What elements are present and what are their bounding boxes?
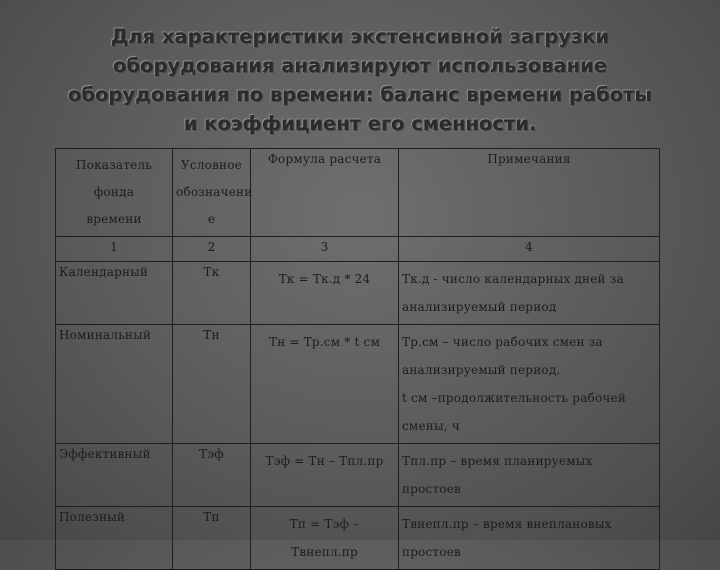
- table-row: [56, 507, 660, 570]
- header-text: обозначени: [176, 185, 253, 199]
- header-text: Условное: [181, 158, 242, 172]
- table-container: [55, 148, 659, 559]
- header-notes: Примечания: [399, 149, 660, 237]
- note-line: Тпл.пр – время планируемых: [402, 454, 593, 468]
- header-indicator: [56, 149, 173, 237]
- fund-name: Номинальный: [56, 325, 173, 444]
- fund-symbol: Тп: [173, 507, 251, 570]
- time-fund-table: [55, 148, 660, 570]
- header-text: времени: [86, 212, 142, 226]
- title-line: оборудования по времени: баланс времени работы: [68, 83, 652, 106]
- formula-line: Тп = Тэф –: [289, 517, 360, 531]
- fund-formula: [251, 262, 399, 325]
- title-line: оборудования анализируют использование: [113, 54, 607, 77]
- table-row: [56, 325, 660, 444]
- note-line: t см –продолжительность рабочей: [402, 391, 627, 405]
- slide-title: [20, 22, 700, 138]
- fund-name: Полезный: [56, 507, 173, 570]
- title-line: и коэффициент его сменности.: [183, 112, 537, 135]
- fund-note: [399, 325, 660, 444]
- header-formula: Формула расчета: [251, 149, 399, 237]
- fund-symbol: Тк: [173, 262, 251, 325]
- fund-name: Эффективный: [56, 444, 173, 507]
- fund-name: Календарный: [56, 262, 173, 325]
- formula-line: Твнепл.пр: [291, 545, 358, 559]
- note-line: Твнепл.пр – время внеплановых: [402, 517, 612, 531]
- note-line: Тк.д - число календарных дней за: [402, 272, 624, 286]
- fund-symbol: Тэф: [173, 444, 251, 507]
- fund-note: [399, 262, 660, 325]
- fund-symbol: Тн: [173, 325, 251, 444]
- column-number: 4: [399, 237, 660, 262]
- formula-line: Тн = Тр.см * t см: [269, 335, 380, 349]
- column-number: 1: [56, 237, 173, 262]
- column-number: 3: [251, 237, 399, 262]
- table-row: [56, 444, 660, 507]
- header-text: фонда: [93, 185, 135, 199]
- fund-formula: [251, 507, 399, 570]
- table-row: [56, 262, 660, 325]
- column-number: 2: [173, 237, 251, 262]
- fund-formula: [251, 325, 399, 444]
- note-line: смены, ч: [402, 419, 460, 433]
- note-line: Тр.см – число рабочих смен за: [402, 335, 603, 349]
- title-line: Для характеристики экстенсивной загрузки: [110, 25, 610, 48]
- column-number-row: [56, 237, 660, 262]
- fund-formula: [251, 444, 399, 507]
- note-line: анализируемый период: [402, 300, 557, 314]
- note-line: анализируемый период,: [402, 363, 561, 377]
- table-header-row: [56, 149, 660, 237]
- header-text: Показатель: [76, 158, 152, 172]
- fund-note: [399, 507, 660, 570]
- header-symbol: [173, 149, 251, 237]
- header-text: е: [207, 212, 216, 226]
- formula-line: Тк = Тк.д * 24: [278, 272, 371, 286]
- note-line: простоев: [402, 545, 461, 559]
- note-line: простоев: [402, 482, 461, 496]
- formula-line: Тэф = Тн – Тпл.пр: [265, 454, 384, 468]
- fund-note: [399, 444, 660, 507]
